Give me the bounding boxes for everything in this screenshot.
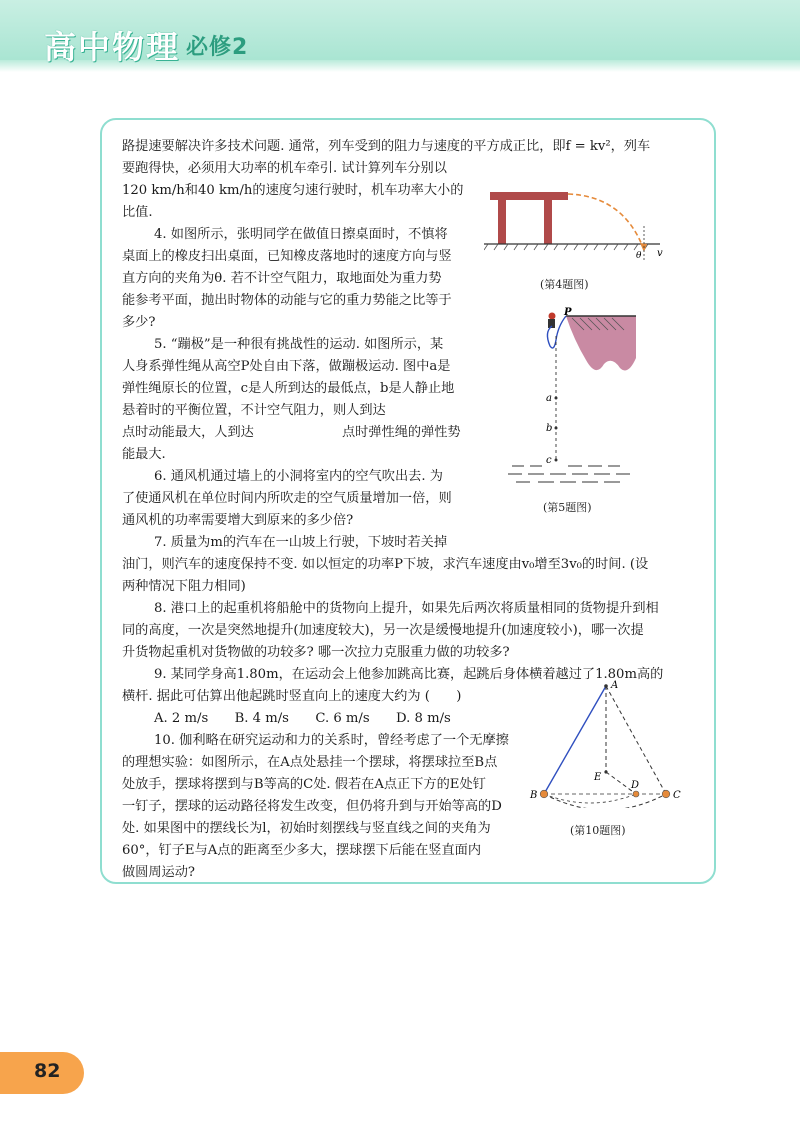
- ball-c: [662, 790, 670, 798]
- text-line: 升货物起重机对货物做的功较多? 哪一次拉力克服重力做的功较多?: [122, 645, 510, 660]
- book-title: 高中物理: [44, 28, 181, 66]
- text-line: 了使通风机在单位时间内所吹走的空气质量增加一倍，则: [122, 491, 452, 506]
- text-line: 做圆周运动?: [122, 865, 196, 880]
- text-line: 60°，钉子E与A点的距离至少多大，摆球摆下后能在竖直面内: [122, 843, 482, 858]
- point-p-label: P: [564, 307, 572, 318]
- label-b: B: [530, 790, 538, 801]
- water-lines: [508, 466, 630, 482]
- text-line: 悬着时的平衡位置，不计空气阻力，则人到达: [122, 403, 386, 418]
- point-a-label: a: [546, 393, 552, 404]
- text-line: 能参考平面，抛出时物体的动能与它的重力势能之比等于: [122, 293, 452, 308]
- ground-hatch: [484, 244, 648, 250]
- swing-arc: [544, 794, 666, 808]
- label-a: A: [611, 680, 619, 691]
- text-line: 路提速要解决许多技术问题. 通常，列车受到的阻力与速度的平方成正比，即f = kv²，列车: [122, 139, 651, 154]
- table-leg-right: [544, 200, 552, 244]
- label-d: D: [631, 780, 640, 791]
- text-line: 120 km/h和40 km/h的速度匀速行驶时，机车功率大小的: [122, 183, 464, 198]
- text-line: 4. 如图所示，张明同学在做值日擦桌面时，不慎将: [154, 227, 448, 242]
- ball-d: [633, 791, 639, 797]
- text-line: 油门，则汽车的速度保持不变. 如以恒定的功率P下坡，求汽车速度由v₀增至3v₀的时间. (设: [122, 557, 649, 572]
- text-line: 7. 质量为m的汽车在一山坡上行驶，下坡时若关掉: [154, 535, 448, 550]
- point-b-label: b: [546, 423, 553, 434]
- text-line: 处放手，摆球将摆到与B等高的C处. 假若在A点正下方的E处钉: [122, 777, 486, 792]
- table-top: [490, 192, 568, 200]
- figure-5-caption: (第5题图): [543, 501, 592, 514]
- text-line: 9. 某同学身高1.80m，在运动会上他参加跳高比赛，起跳后身体横着越过了1.80m高的: [154, 667, 664, 682]
- jumper-head: [549, 313, 556, 320]
- figure-10: [528, 676, 690, 808]
- text-line: 能最大.: [122, 447, 166, 462]
- label-c: C: [673, 790, 681, 801]
- text-line: 5. “蹦极”是一种很有挑战性的运动. 如图所示，某: [154, 337, 444, 352]
- theta-label: θ: [636, 251, 642, 261]
- figure-10-caption: (第10题图): [570, 824, 626, 837]
- text-line: 桌面上的橡皮扫出桌面，已知橡皮落地时的速度方向与竖: [122, 249, 452, 264]
- ball-b: [540, 790, 548, 798]
- table-leg-left: [498, 200, 506, 244]
- text-line: 处. 如果图中的摆线长为l，初始时刻摆线与竖直线之间的夹角为: [122, 821, 491, 836]
- book-subtitle: 必修2: [186, 35, 249, 60]
- point-c: [555, 459, 558, 462]
- label-e: E: [594, 772, 602, 783]
- text-line: 8. 港口上的起重机将船舱中的货物向上提升，如果先后两次将质量相同的货物提升到相: [154, 601, 659, 616]
- velocity-label: v: [657, 248, 663, 259]
- text-line: 横杆. 据此可估算出他起跳时竖直向上的速度大约为 ( ): [122, 689, 462, 704]
- small-arc: [544, 794, 636, 803]
- text-line: 多少?: [122, 315, 156, 330]
- text-line: 人身系弹性绳从高空P处自由下落，做蹦极运动. 图中a是: [122, 359, 451, 374]
- text-line: 同的高度，一次是突然地提升(加速度较大)，另一次是缓慢地提升(加速度较小)，哪一次提: [122, 623, 644, 638]
- cliff: [566, 316, 636, 370]
- text-line: 比值.: [122, 205, 153, 220]
- text-line: 点时弹性绳的弹性势: [342, 425, 461, 440]
- point-c-label: c: [546, 455, 552, 466]
- text-line: 6. 通风机通过墙上的小洞将室内的空气吹出去. 为: [154, 469, 443, 484]
- nail-e: [604, 770, 607, 773]
- text-line: 点时动能最大，人到达: [122, 425, 254, 440]
- page-number: 82: [34, 1060, 61, 1082]
- point-b: [555, 427, 558, 430]
- figure-4: [484, 186, 680, 266]
- text-line: 弹性绳原长的位置，c是人所到达的最低点，b是人静止地: [122, 381, 455, 396]
- trajectory-arrow: [568, 194, 644, 250]
- pendulum-ac: [606, 686, 666, 794]
- point-a-dot: [604, 684, 608, 688]
- text-line: 的理想实验：如图所示，在A点处悬挂一个摆球，将摆球拉至B点: [122, 755, 498, 770]
- figure-5: [508, 306, 642, 492]
- text-line: 两种情况下阻力相同): [122, 579, 246, 594]
- figure-4-caption: (第4题图): [540, 278, 589, 291]
- text-line: A. 2 m/s B. 4 m/s C. 6 m/s D. 8 m/s: [154, 711, 451, 726]
- point-a: [555, 397, 558, 400]
- text-line: 直方向的夹角为θ. 若不计空气阻力，取地面处为重力势: [122, 271, 442, 286]
- text-line: 一钉子，摆球的运动路径将发生改变，但仍将升到与开始等高的D: [122, 799, 502, 814]
- text-line: 10. 伽利略在研究运动和力的关系时，曾经考虑了一个无摩擦: [154, 733, 509, 748]
- text-line: 要跑得快，必须用大功率的机车牵引. 试计算列车分别以: [122, 161, 447, 176]
- text-line: 通风机的功率需要增大到原来的多少倍?: [122, 513, 354, 528]
